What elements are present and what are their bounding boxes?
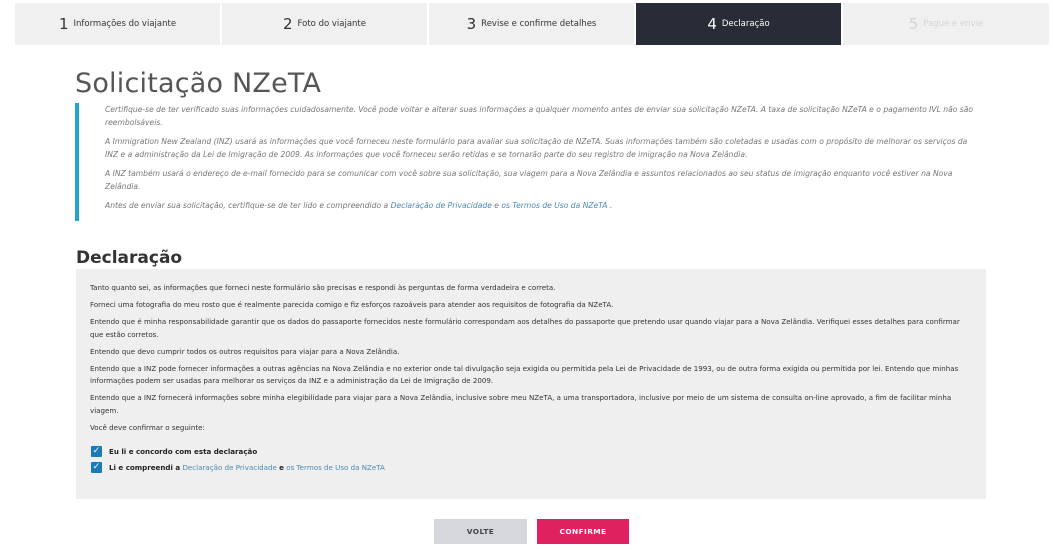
step-traveller-photo[interactable] <box>222 3 427 45</box>
declaration-item: Entendo que é minha responsabilidade garantir que os dados do passaporte fornecidos neste formulário correspondam aos detalhes do passaporte que pretendo usar quando viajar para a Nova Zelândia. Verifiquei esses detalhes para confirmar que estão corretos. <box>90 317 960 339</box>
step-number: 5 <box>908 14 919 33</box>
privacy-statement-link[interactable]: Declaração de Privacidade <box>182 463 277 473</box>
step-pay-submit <box>843 3 1049 45</box>
step-label: Revise e confirme detalhes <box>481 19 597 29</box>
declaration-item: Entendo que a INZ fornecerá informações sobre minha elegibilidade para viajar para a Nova Zelândia, inclusive sobre meu NZeTA, a uma transportadora, inclusive por meio de um sistema de consulta on-line aprovado, a fim de facilitar minha viagem. <box>90 393 952 415</box>
terms-of-use-link[interactable]: os Termos de Uso da NZeTA <box>286 463 385 473</box>
back-button[interactable]: VOLTE <box>434 519 527 544</box>
agree-declaration-checkbox[interactable] <box>91 446 972 458</box>
checkbox-label: e <box>279 463 284 473</box>
confirm-button[interactable]: CONFIRME <box>537 519 629 544</box>
read-privacy-terms-checkbox[interactable] <box>91 462 972 474</box>
step-review-confirm[interactable] <box>429 3 634 45</box>
declaration-item: Entendo que a INZ pode fornecer informações a outras agências na Nova Zelândia e no exterior onde tal divulgação seja exigida ou permitida pela Lei de Privacidade de 1993, ou de outra forma exigida ou permitida por lei. Entendo que minhas informações podem ser usadas para melhorar os serviços da INZ e a administração da Lei de Imigração de 2009. <box>90 363 959 386</box>
declaration-item: Entendo que devo cumprir todos os outros requisitos para viajar para a Nova Zelândia. <box>90 346 400 356</box>
step-number: 2 <box>283 14 293 33</box>
checkbox-label: Eu li e concordo com esta declaração <box>109 447 258 457</box>
page-title: Solicitação NZeTA <box>75 68 322 99</box>
checkmark-icon[interactable]: ✓ <box>92 462 101 473</box>
step-label: Declaração <box>721 19 770 29</box>
intro-text: Antes de enviar sua solicitação, certifique-se de ter lido e compreendido a <box>105 201 389 211</box>
intro-paragraph <box>105 199 981 212</box>
progress-stepper <box>15 3 1047 45</box>
step-label: Foto do viajante <box>297 19 366 29</box>
intro-text: e <box>494 201 499 211</box>
step-traveller-info[interactable] <box>15 3 220 45</box>
terms-of-use-link[interactable]: os Termos de Uso da NZeTA <box>501 201 608 211</box>
declaration-box <box>76 269 986 499</box>
checkbox-label: Li e compreendi a <box>109 463 181 473</box>
intro-paragraph: Certifique-se de ter verificado suas informações cuidadosamente. Você pode voltar e alterar suas informações a qualquer momento antes de enviar sua solicitação NZeTA. A taxa de solicitação NZeTA e o pagamento IVL não são reembolsáveis. <box>105 105 974 128</box>
intro-text: . <box>609 201 613 211</box>
step-number: 3 <box>466 14 477 33</box>
step-number: 4 <box>707 14 717 33</box>
intro-paragraph: A Immigration New Zealand (INZ) usará as informações que você forneceu neste formulário para avaliar sua solicitação de NZeTA. Suas informações também são coletadas e usadas com o propósito de melhorar os serviços da INZ e a administração da Lei de Imigração de 2009. As informações que você forneceu serão retidas e se tornarão parte do seu registro de imigração na Nova Zelândia. <box>105 137 968 160</box>
declaration-item: Forneci uma fotografia do meu rosto que é realmente parecida comigo e fiz esforços razoáveis para atender aos requisitos de fotografia da NZeTA. <box>90 300 614 310</box>
step-declaration <box>636 3 841 45</box>
step-label: Informações do viajante <box>73 19 177 29</box>
declaration-heading: Declaração <box>76 248 183 268</box>
privacy-statement-link[interactable]: Declaração de Privacidade <box>390 201 492 211</box>
intro-paragraph: A INZ também usará o endereço de e-mail fornecido para se comunicar com você sobre sua solicitação, sua viagem para a Nova Zelândia e assuntos relacionados ao seu status de imigração enquanto você estiver na Nova Zelândia. <box>105 169 953 192</box>
step-label: Pague e envie <box>923 19 984 29</box>
checkmark-icon[interactable]: ✓ <box>92 446 101 457</box>
declaration-item: Tanto quanto sei, as informações que forneci neste formulário são precisas e respondi às perguntas de forma verdadeira e correta. <box>90 283 556 292</box>
step-number: 1 <box>58 14 69 33</box>
intro-notice <box>75 103 981 221</box>
confirm-prompt: Você deve confirmar o seguinte: <box>90 422 205 432</box>
